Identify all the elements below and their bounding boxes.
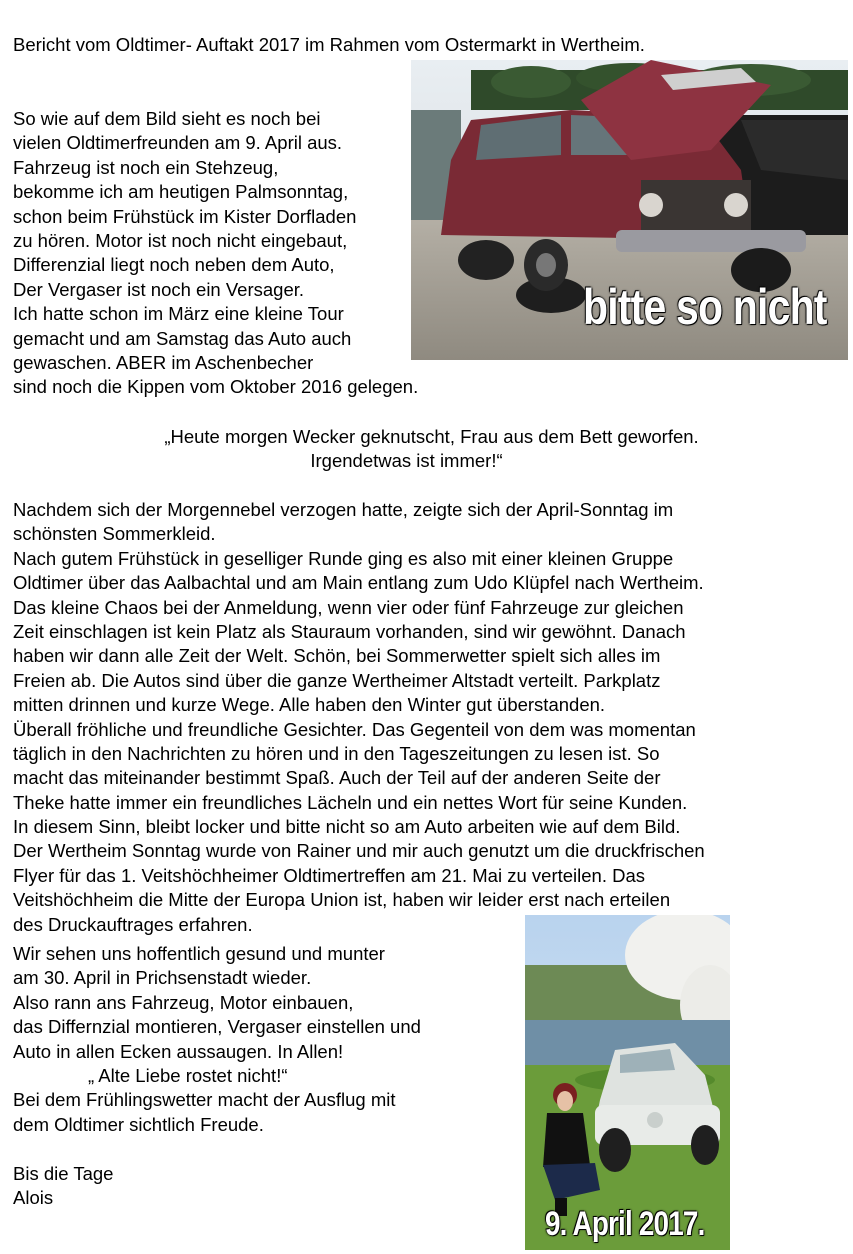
text-line: Veitshöchheim die Mitte der Europa Union ist, haben wir leider erst nach erteilen xyxy=(13,889,671,911)
text-line: schönsten Sommerkleid. xyxy=(13,523,216,545)
text-line: Theke hatte immer ein freundliches Lächeln und ein nettes Wort für seine Kunden. xyxy=(13,791,688,813)
photo-caption: 9. April 2017. xyxy=(545,1205,705,1243)
quote-line: „Heute morgen Wecker geknutscht, Frau aus dem Bett geworfen. xyxy=(164,426,699,447)
text-line: gewaschen. ABER im Aschenbecher xyxy=(13,351,314,373)
text-line: Auto in allen Ecken aussaugen. In Allen! xyxy=(13,1040,344,1062)
page-title: Bericht vom Oldtimer- Auftakt 2017 im Rahmen vom Ostermarkt in Wertheim. xyxy=(13,34,645,55)
text-line: Zeit einschlagen ist kein Platz als Stauraum vorhanden, sind wir gewöhnt. Danach xyxy=(13,620,686,642)
author-name: Alois xyxy=(13,1187,54,1209)
text-line: In diesem Sinn, bleibt locker und bitte nicht so am Auto arbeiten wie auf dem Bild. xyxy=(13,816,681,838)
text-line: Bei dem Frühlingswetter macht der Ausflug mit xyxy=(13,1089,396,1111)
text-line: täglich in den Nachrichten zu hören und in den Tageszeitungen zu lesen ist. So xyxy=(13,742,660,764)
text-line: schon beim Frühstück im Kister Dorfladen xyxy=(13,205,357,227)
text-line: vielen Oldtimerfreunden am 9. April aus. xyxy=(13,132,343,154)
body-paragraph xyxy=(13,498,705,937)
text-line: Das kleine Chaos bei der Anmeldung, wenn vier oder fünf Fahrzeuge zur gleichen xyxy=(13,596,684,618)
text-line: Der Wertheim Sonntag wurde von Rainer und mir auch genutzt um die druckfrischen xyxy=(13,840,705,862)
text-line: zu hören. Motor ist noch nicht eingebaut, xyxy=(13,229,348,251)
text-line: Der Vergaser ist noch ein Versager. xyxy=(13,278,305,300)
intro-paragraph xyxy=(13,107,418,400)
text-line: Flyer für das 1. Veitshöchheimer Oldtimertreffen am 21. Mai zu verteilen. Das xyxy=(13,864,646,886)
greeting-line: Bis die Tage xyxy=(13,1163,114,1184)
closing-signature xyxy=(13,1162,113,1211)
saying-line: „ Alte Liebe rostet nicht!“ xyxy=(88,1064,288,1086)
text-line: mitten drinnen und kurze Wege. Alle haben den Winter gut überstanden. xyxy=(13,694,606,716)
text-line: So wie auf dem Bild sieht es noch bei xyxy=(13,108,321,129)
text-line: dem Oldtimer sichtlich Freude. xyxy=(13,1113,264,1135)
text-line: des Druckauftrages erfahren. xyxy=(13,913,253,935)
text-line: gemacht und am Samstag das Auto auch xyxy=(13,327,352,349)
woman-car-photo-illustration xyxy=(525,915,730,1250)
text-line: haben wir dann alle Zeit der Welt. Schön, bei Sommerwetter spielt sich alles im xyxy=(13,645,661,667)
text-line: Überall fröhliche und freundliche Gesichter. Das Gegenteil von dem was momentan xyxy=(13,718,696,740)
photo-caption: bitte so nicht xyxy=(583,279,827,335)
outro-paragraph xyxy=(13,942,421,1137)
text-line: Also rann ans Fahrzeug, Motor einbauen, xyxy=(13,991,354,1013)
text-line: Freien ab. Die Autos sind über die ganze Wertheimer Altstadt verteilt. Parkplatz xyxy=(13,669,661,691)
text-line: Differenzial liegt noch neben dem Auto, xyxy=(13,254,335,276)
text-line: Ich hatte schon im März eine kleine Tour xyxy=(13,303,344,325)
text-line: das Differnzial montieren, Vergaser einstellen und xyxy=(13,1016,421,1038)
oldtimer-woman-photo xyxy=(525,915,730,1250)
text-line: Nachdem sich der Morgennebel verzogen hatte, zeigte sich der April-Sonntag im xyxy=(13,499,674,520)
junkyard-car-photo xyxy=(411,60,848,360)
text-line: Oldtimer über das Aalbachtal und am Main entlang zum Udo Klüpfel nach Wertheim. xyxy=(13,572,704,594)
text-line: sind noch die Kippen vom Oktober 2016 gelegen. xyxy=(13,376,419,398)
quote-line: Irgendetwas ist immer!“ xyxy=(310,450,503,472)
text-line: Fahrzeug ist noch ein Stehzeug, xyxy=(13,156,279,178)
text-line: bekomme ich am heutigen Palmsonntag, xyxy=(13,181,349,203)
text-line: Wir sehen uns hoffentlich gesund und munter xyxy=(13,943,385,964)
text-line: am 30. April in Prichsenstadt wieder. xyxy=(13,967,312,989)
text-line: Nach gutem Frühstück in geselliger Runde ging es also mit einer kleinen Gruppe xyxy=(13,547,674,569)
text-line: macht das miteinander bestimmt Spaß. Auch der Teil auf der anderen Seite der xyxy=(13,767,661,789)
quote-block xyxy=(0,425,853,474)
